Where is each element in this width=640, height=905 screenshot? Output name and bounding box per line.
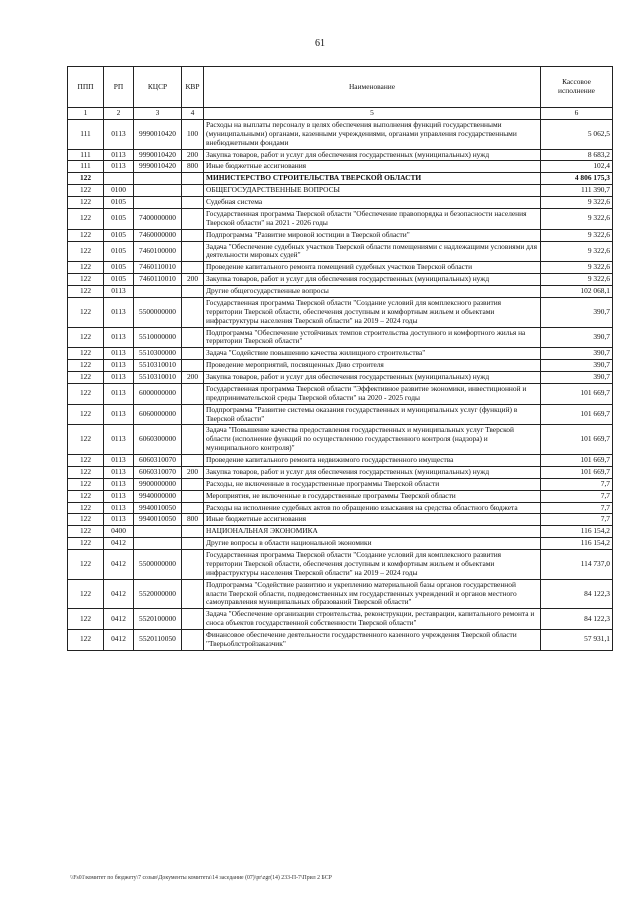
table-row — [68, 514, 613, 526]
table-row — [68, 425, 613, 455]
cell-kcsr: 5500000000 — [134, 550, 182, 580]
cell-kcsr: 5510310010 — [134, 360, 182, 372]
cell-ppp: 111 — [68, 161, 104, 173]
cell-name: Задача "Обеспечение организации строительства, реконструкции, реставрации, капитального ремонта и сноса объектов государственной собственности Тверской области" — [204, 609, 541, 630]
cell-amount: 390,7 — [541, 372, 613, 384]
cell-ppp: 122 — [68, 286, 104, 298]
cell-ppp: 122 — [68, 514, 104, 526]
cell-amount: 390,7 — [541, 348, 613, 360]
table-row — [68, 490, 613, 502]
table-row — [68, 149, 613, 161]
cell-kvr — [182, 286, 204, 298]
cell-ppp: 122 — [68, 262, 104, 274]
cell-name: Мероприятия, не включенные в государственные программы Тверской области — [204, 490, 541, 502]
cell-name: Финансовое обеспечение деятельности государственного казенного учреждения Тверской области "Тверьоблстройзаказчик" — [204, 630, 541, 651]
cell-ppp: 122 — [68, 609, 104, 630]
cell-rp: 0113 — [104, 360, 134, 372]
table-row — [68, 526, 613, 538]
cell-kvr — [182, 229, 204, 241]
cell-amount: 390,7 — [541, 360, 613, 372]
cell-kvr — [182, 208, 204, 229]
cell-name: Другие вопросы в области национальной экономики — [204, 538, 541, 550]
cell-name: Закупка товаров, работ и услуг для обеспечения государственных (муниципальных) нужд — [204, 372, 541, 384]
cell-kcsr: 6000000000 — [134, 383, 182, 404]
cell-amount: 102,4 — [541, 161, 613, 173]
cell-kcsr: 5520000000 — [134, 579, 182, 609]
cell-name: Подпрограмма "Развитие мировой юстиции в Тверской области" — [204, 229, 541, 241]
cell-name: Проведение капитального ремонта недвижимого государственного имущества — [204, 455, 541, 467]
cell-rp: 0105 — [104, 208, 134, 229]
table-body — [68, 119, 613, 650]
column-number: 5 — [204, 108, 541, 120]
cell-kvr — [182, 348, 204, 360]
cell-amount: 7,7 — [541, 502, 613, 514]
cell-ppp: 122 — [68, 173, 104, 185]
cell-ppp: 122 — [68, 241, 104, 262]
cell-amount: 9 322,6 — [541, 208, 613, 229]
cell-ppp: 111 — [68, 149, 104, 161]
cell-rp — [104, 173, 134, 185]
cell-amount: 9 322,6 — [541, 229, 613, 241]
cell-ppp: 122 — [68, 327, 104, 348]
cell-kcsr: 9940010050 — [134, 514, 182, 526]
cell-rp: 0113 — [104, 119, 134, 149]
cell-rp: 0113 — [104, 404, 134, 425]
footer-file-path: \\Fs01\комитет по бюджету\7 созыв\Документы комитета\14 заседание (07)\pr\zgr(14) 233-П-7\Прил 2 БСР — [70, 875, 332, 881]
cell-ppp: 122 — [68, 297, 104, 327]
cell-name: Задача "Содействие повышению качества жилищного строительства" — [204, 348, 541, 360]
cell-kvr — [182, 360, 204, 372]
cell-name: Государственная программа Тверской области "Создание условий для комплексного развития территории Тверской области, обеспечения доступным и комфортным жильем и объектами инфраструктуры населения Тверской области" на 2019 – 2024 годы — [204, 297, 541, 327]
table-row — [68, 538, 613, 550]
cell-rp: 0113 — [104, 455, 134, 467]
cell-rp: 0113 — [104, 514, 134, 526]
cell-rp: 0113 — [104, 478, 134, 490]
table-row — [68, 262, 613, 274]
cell-ppp: 122 — [68, 579, 104, 609]
cell-ppp: 122 — [68, 630, 104, 651]
cell-kvr — [182, 455, 204, 467]
column-number: 3 — [134, 108, 182, 120]
cell-kcsr: 5520100000 — [134, 609, 182, 630]
cell-rp: 0412 — [104, 630, 134, 651]
table-row — [68, 502, 613, 514]
cell-rp: 0113 — [104, 502, 134, 514]
table-row — [68, 360, 613, 372]
table-row — [68, 208, 613, 229]
cell-kvr — [182, 478, 204, 490]
cell-ppp: 122 — [68, 478, 104, 490]
cell-amount: 111 390,7 — [541, 185, 613, 197]
cell-name: Проведение капитального ремонта помещений судебных участков Тверской области — [204, 262, 541, 274]
cell-kcsr: 5510310010 — [134, 372, 182, 384]
cell-amount: 9 322,6 — [541, 262, 613, 274]
cell-rp: 0113 — [104, 161, 134, 173]
table-row — [68, 297, 613, 327]
column-number: 4 — [182, 108, 204, 120]
cell-amount: 390,7 — [541, 327, 613, 348]
cell-rp: 0105 — [104, 241, 134, 262]
cell-kvr — [182, 579, 204, 609]
table-row — [68, 630, 613, 651]
table-row — [68, 348, 613, 360]
cell-ppp: 122 — [68, 383, 104, 404]
cell-kvr — [182, 490, 204, 502]
table-row — [68, 327, 613, 348]
cell-kcsr — [134, 538, 182, 550]
table-row — [68, 478, 613, 490]
cell-kvr — [182, 630, 204, 651]
cell-name: Подпрограмма "Содействие развитию и укреплению материальной базы органов государственной власти Тверской области, подведомственных им государственных учреждений и органов местного самоуправления муниципальных образований Тверской области" — [204, 579, 541, 609]
cell-kvr — [182, 241, 204, 262]
cell-kcsr: 9990010420 — [134, 149, 182, 161]
table-row — [68, 455, 613, 467]
header-kcsr: КЦСР — [134, 67, 182, 108]
cell-kcsr — [134, 173, 182, 185]
cell-name: Другие общегосударственные вопросы — [204, 286, 541, 298]
cell-kvr: 200 — [182, 372, 204, 384]
cell-rp: 0412 — [104, 550, 134, 580]
cell-ppp: 122 — [68, 372, 104, 384]
cell-amount: 102 068,1 — [541, 286, 613, 298]
cell-kcsr — [134, 286, 182, 298]
cell-kvr: 200 — [182, 274, 204, 286]
table-row — [68, 229, 613, 241]
cell-amount: 101 669,7 — [541, 425, 613, 455]
cell-name: Закупка товаров, работ и услуг для обеспечения государственных (муниципальных) нужд — [204, 274, 541, 286]
table-row — [68, 579, 613, 609]
cell-ppp: 122 — [68, 185, 104, 197]
cell-rp: 0412 — [104, 609, 134, 630]
cell-ppp: 122 — [68, 455, 104, 467]
table-row — [68, 383, 613, 404]
cell-kcsr: 5500000000 — [134, 297, 182, 327]
cell-name: Государственная программа Тверской области "Эффективное развитие экономики, инвестиционной и предпринимательской среды Тверской области" на 2020 - 2025 годы — [204, 383, 541, 404]
cell-kvr — [182, 425, 204, 455]
cell-amount: 114 737,0 — [541, 550, 613, 580]
column-number-row — [68, 108, 613, 120]
cell-rp: 0100 — [104, 185, 134, 197]
header-ppp: ППП — [68, 67, 104, 108]
cell-name: Судебная система — [204, 197, 541, 209]
cell-ppp: 122 — [68, 502, 104, 514]
cell-amount: 390,7 — [541, 297, 613, 327]
header-rp: РП — [104, 67, 134, 108]
cell-name: МИНИСТЕРСТВО СТРОИТЕЛЬСТВА ТВЕРСКОЙ ОБЛАСТИ — [204, 173, 541, 185]
cell-amount: 101 669,7 — [541, 466, 613, 478]
cell-kvr — [182, 173, 204, 185]
cell-kcsr: 9940010050 — [134, 502, 182, 514]
cell-amount: 116 154,2 — [541, 538, 613, 550]
cell-kvr — [182, 502, 204, 514]
table-row — [68, 466, 613, 478]
cell-name: Расходы на выплаты персоналу в целях обеспечения выполнения функций государственными (муниципальными) органами, казенными учреждениями, органами управления государственными внебюджетными фондами — [204, 119, 541, 149]
cell-kvr: 200 — [182, 466, 204, 478]
cell-kcsr: 7400000000 — [134, 208, 182, 229]
cell-kcsr: 6060300000 — [134, 425, 182, 455]
cell-kcsr: 6060310070 — [134, 455, 182, 467]
cell-kcsr — [134, 197, 182, 209]
cell-name: Закупка товаров, работ и услуг для обеспечения государственных (муниципальных) нужд — [204, 466, 541, 478]
cell-rp: 0113 — [104, 327, 134, 348]
cell-amount: 57 931,1 — [541, 630, 613, 651]
cell-kcsr — [134, 526, 182, 538]
cell-amount: 101 669,7 — [541, 383, 613, 404]
cell-kcsr: 9990010420 — [134, 161, 182, 173]
cell-name: Подпрограмма "Обеспечение устойчивых темпов строительства доступного и комфортного жилья на территории Тверской области" — [204, 327, 541, 348]
cell-kvr: 100 — [182, 119, 204, 149]
cell-name: Проведение мероприятий, посвященных Дню строителя — [204, 360, 541, 372]
cell-kcsr: 9990010420 — [134, 119, 182, 149]
table-row — [68, 404, 613, 425]
cell-ppp: 122 — [68, 404, 104, 425]
cell-amount: 101 669,7 — [541, 404, 613, 425]
cell-rp: 0113 — [104, 425, 134, 455]
budget-execution-table — [67, 66, 613, 651]
cell-kvr — [182, 550, 204, 580]
table-row — [68, 286, 613, 298]
cell-kvr: 200 — [182, 149, 204, 161]
cell-name: Подпрограмма "Развитие системы оказания государственных и муниципальных услуг (функций) в Тверской области" — [204, 404, 541, 425]
cell-kcsr: 6060000000 — [134, 404, 182, 425]
header-name: Наименование — [204, 67, 541, 108]
header-kvr: КВР — [182, 67, 204, 108]
cell-ppp: 122 — [68, 274, 104, 286]
cell-amount: 7,7 — [541, 478, 613, 490]
cell-amount: 8 683,2 — [541, 149, 613, 161]
cell-ppp: 122 — [68, 490, 104, 502]
cell-name: Иные бюджетные ассигнования — [204, 161, 541, 173]
cell-rp: 0113 — [104, 383, 134, 404]
cell-amount: 84 122,3 — [541, 609, 613, 630]
cell-kcsr: 7460110010 — [134, 274, 182, 286]
table-row — [68, 609, 613, 630]
cell-rp: 0105 — [104, 229, 134, 241]
cell-name: Расходы, не включенные в государственные программы Тверской области — [204, 478, 541, 490]
cell-amount: 84 122,3 — [541, 579, 613, 609]
cell-kvr — [182, 526, 204, 538]
table-row — [68, 241, 613, 262]
cell-kcsr: 5510300000 — [134, 348, 182, 360]
cell-kvr — [182, 538, 204, 550]
cell-rp: 0113 — [104, 286, 134, 298]
cell-kcsr: 5510000000 — [134, 327, 182, 348]
table-row — [68, 173, 613, 185]
table-row — [68, 185, 613, 197]
cell-kcsr: 6060310070 — [134, 466, 182, 478]
table-row — [68, 550, 613, 580]
cell-name: Закупка товаров, работ и услуг для обеспечения государственных (муниципальных) нужд — [204, 149, 541, 161]
cell-kvr — [182, 404, 204, 425]
cell-amount: 7,7 — [541, 490, 613, 502]
cell-ppp: 122 — [68, 550, 104, 580]
cell-rp: 0105 — [104, 262, 134, 274]
cell-kvr — [182, 297, 204, 327]
cell-kcsr: 5520110050 — [134, 630, 182, 651]
cell-kvr — [182, 383, 204, 404]
cell-ppp: 122 — [68, 538, 104, 550]
cell-rp: 0113 — [104, 466, 134, 478]
column-number: 6 — [541, 108, 613, 120]
cell-ppp: 122 — [68, 526, 104, 538]
cell-rp: 0113 — [104, 348, 134, 360]
cell-amount: 9 322,6 — [541, 274, 613, 286]
cell-ppp: 122 — [68, 348, 104, 360]
cell-rp: 0113 — [104, 149, 134, 161]
cell-amount: 5 062,5 — [541, 119, 613, 149]
cell-kvr — [182, 185, 204, 197]
table-row — [68, 161, 613, 173]
table-row — [68, 372, 613, 384]
cell-kcsr: 7460000000 — [134, 229, 182, 241]
cell-amount: 9 322,6 — [541, 241, 613, 262]
cell-rp: 0412 — [104, 579, 134, 609]
page-number: 61 — [315, 38, 325, 49]
cell-kcsr: 7460100000 — [134, 241, 182, 262]
cell-ppp: 122 — [68, 466, 104, 478]
cell-rp: 0412 — [104, 538, 134, 550]
cell-ppp: 122 — [68, 208, 104, 229]
column-number: 2 — [104, 108, 134, 120]
column-number: 1 — [68, 108, 104, 120]
cell-rp: 0400 — [104, 526, 134, 538]
cell-ppp: 122 — [68, 360, 104, 372]
table-header — [68, 67, 613, 120]
cell-kcsr — [134, 185, 182, 197]
table-row — [68, 197, 613, 209]
cell-kvr — [182, 609, 204, 630]
table-row — [68, 119, 613, 149]
cell-amount: 7,7 — [541, 514, 613, 526]
cell-ppp: 122 — [68, 229, 104, 241]
cell-name: Расходы на исполнение судебных актов по обращению взыскания на средства областного бюджета — [204, 502, 541, 514]
cell-ppp: 111 — [68, 119, 104, 149]
cell-name: НАЦИОНАЛЬНАЯ ЭКОНОМИКА — [204, 526, 541, 538]
cell-name: Государственная программа Тверской области "Создание условий для комплексного развития территории Тверской области, обеспечения доступным и комфортным жильем и объектами инфраструктуры населения Тверской области" на 2019 – 2024 годы — [204, 550, 541, 580]
cell-name: Задача "Повышение качества предоставления государственных и муниципальных услуг Тверской области (исполнение функций по осуществлению государственного контроля (надзора) и муниципального контроля)" — [204, 425, 541, 455]
cell-kvr: 800 — [182, 161, 204, 173]
cell-kvr — [182, 327, 204, 348]
cell-kcsr: 7460110010 — [134, 262, 182, 274]
cell-amount: 9 322,6 — [541, 197, 613, 209]
cell-amount: 101 669,7 — [541, 455, 613, 467]
cell-kcsr: 9940000000 — [134, 490, 182, 502]
cell-amount: 116 154,2 — [541, 526, 613, 538]
cell-name: Государственная программа Тверской области "Обеспечение правопорядка и безопасности населения Тверской области" на 2021 - 2026 годы — [204, 208, 541, 229]
cell-rp: 0113 — [104, 490, 134, 502]
cell-amount: 4 806 175,3 — [541, 173, 613, 185]
cell-rp: 0113 — [104, 372, 134, 384]
cell-ppp: 122 — [68, 197, 104, 209]
cell-rp: 0105 — [104, 274, 134, 286]
table-row — [68, 274, 613, 286]
cell-name: ОБЩЕГОСУДАРСТВЕННЫЕ ВОПРОСЫ — [204, 185, 541, 197]
cell-kcsr: 9900000000 — [134, 478, 182, 490]
cell-ppp: 122 — [68, 425, 104, 455]
cell-kvr — [182, 197, 204, 209]
cell-kvr: 800 — [182, 514, 204, 526]
cell-kvr — [182, 262, 204, 274]
cell-name: Иные бюджетные ассигнования — [204, 514, 541, 526]
cell-rp: 0113 — [104, 297, 134, 327]
cell-rp: 0105 — [104, 197, 134, 209]
cell-name: Задача "Обеспечение судебных участков Тверской области помещениями с надлежащими условиями для деятельности мировых судей" — [204, 241, 541, 262]
header-amount: Кассовое исполнение — [541, 67, 613, 108]
